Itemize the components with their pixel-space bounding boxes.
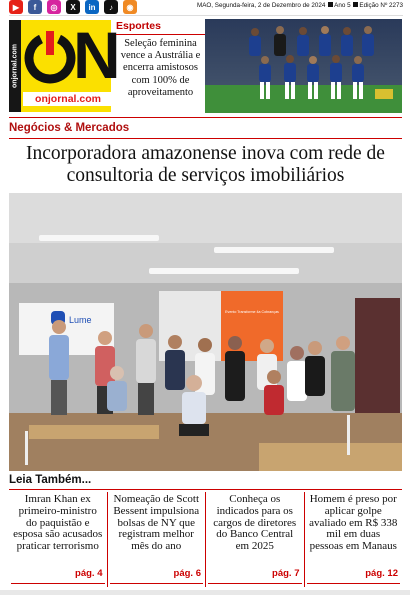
- read-also-item[interactable]: [9, 492, 108, 587]
- read-also-list: [9, 492, 402, 587]
- main-group-photo[interactable]: [9, 193, 402, 471]
- site-logo[interactable]: [9, 18, 118, 112]
- social-icons: [9, 0, 137, 14]
- power-o-icon: [24, 30, 76, 82]
- section-title: Negócios & Mercados: [9, 122, 130, 134]
- facebook-icon[interactable]: f: [28, 0, 42, 14]
- x-icon[interactable]: X: [66, 0, 80, 14]
- read-also-page: pág. 4: [75, 568, 103, 579]
- youtube-icon[interactable]: ▶: [9, 0, 23, 14]
- sports-section-label: Esportes: [116, 19, 205, 35]
- read-also-title: Nomeação de Scott Bessent impulsiona bolsas de NY que registram melhor mês do ano: [113, 493, 200, 553]
- logo-letter: N: [73, 18, 118, 92]
- dateline: [197, 2, 403, 9]
- instagram-icon[interactable]: ◎: [47, 0, 61, 14]
- page-footer: [0, 590, 410, 595]
- read-also-item[interactable]: [305, 492, 403, 587]
- sports-teaser[interactable]: Seleção feminina vence a Austrália e encerra amistosos com 100% de aproveitamento: [120, 38, 201, 98]
- logo-url: onjornal.com: [23, 92, 113, 106]
- issue-year: Ano 5: [334, 2, 351, 9]
- banner-logo-text: Lume: [69, 315, 92, 325]
- read-also-page: pág. 12: [365, 568, 398, 579]
- banner-event-text: Evento Transforme 4a Cobranças: [225, 310, 279, 314]
- logo-side-text: onjornal.com: [11, 44, 19, 88]
- read-also-page: pág. 6: [173, 568, 201, 579]
- sports-team-photo[interactable]: [205, 19, 402, 113]
- read-also-title: Homem é preso por aplicar golpe avaliado em R$ 338 mil em duas pessoas em Manaus: [309, 493, 398, 553]
- read-also-item[interactable]: [108, 492, 207, 587]
- read-also-title: Conheça os indicados para os cargos de diretores do Banco Central em 2025: [213, 493, 297, 553]
- read-also-label: Leia Também...: [9, 474, 92, 486]
- read-also-item[interactable]: [206, 492, 305, 587]
- rss-icon[interactable]: ◉: [123, 0, 137, 14]
- linkedin-icon[interactable]: in: [85, 0, 99, 14]
- read-also-page: pág. 7: [272, 568, 300, 579]
- issue-edition: Edição Nº 2273: [359, 2, 403, 9]
- main-headline[interactable]: Incorporadora amazonense inova com rede de consultoria de serviços imobiliários: [26, 143, 385, 186]
- issue-date: MAO, Segunda-feira, 2 de Dezembro de 2024: [196, 2, 326, 9]
- tiktok-icon[interactable]: ♪: [104, 0, 118, 14]
- read-also-title: Imran Khan ex primeiro-ministro do paquistão e esposa são acusados praticar terrorismo: [13, 493, 103, 553]
